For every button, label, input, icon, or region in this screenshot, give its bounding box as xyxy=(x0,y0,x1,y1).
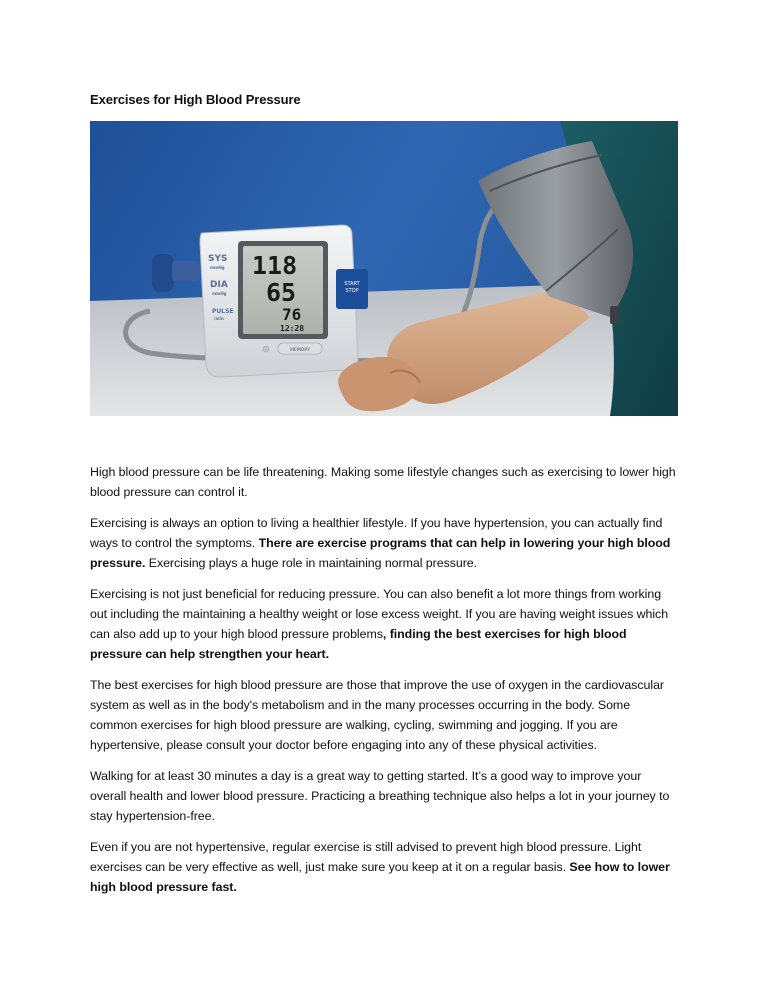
paragraph-2 xyxy=(90,513,680,573)
paragraph-3-text: Exercising is not just beneficial for reducing pressure. You can also benefit a lot more things from working out including the maintaining a healthy weight or lose excess weight. If you are having weight issues which can also add up to your high blood pressure problems xyxy=(90,587,669,641)
dia-reading: 65 xyxy=(266,278,297,307)
sys-unit: mmHg xyxy=(210,265,225,270)
document-title: Exercises for High Blood Pressure xyxy=(90,92,301,107)
paragraph-6 xyxy=(90,837,680,897)
paragraph-2-bold: There are exercise programs that can help in lowering your high blood pressure. xyxy=(90,536,671,570)
sys-label: SYS xyxy=(208,254,228,264)
paragraph-3 xyxy=(90,584,680,664)
memory-button-label: MEMORY xyxy=(290,348,310,353)
dia-label: DIA xyxy=(210,280,228,290)
pulse-unit: /min xyxy=(214,316,224,321)
paragraph-6-text: Even if you are not hypertensive, regular exercise is still advised to prevent high blood pressure. Light exercises can be very effective as well, just make sure you keep at it on a regular basis. xyxy=(90,840,642,874)
lower-blood-pressure-link[interactable]: See how to lower high blood pressure fast. xyxy=(90,860,670,894)
sys-reading: 118 xyxy=(252,251,298,280)
dia-unit: mmHg xyxy=(212,291,227,296)
paragraph-2-text: Exercising is always an option to living a healthier lifestyle. If you have hypertension, you can actually find ways to control the symptoms. xyxy=(90,516,663,550)
paragraph-5 xyxy=(90,766,680,826)
blood-pressure-monitor-photo xyxy=(90,121,678,416)
start-button-label: START xyxy=(344,281,360,287)
paragraph-2-text-end: Exercising plays a huge role in maintaining normal pressure. xyxy=(145,556,478,570)
paragraph-1-text: High blood pressure can be life threatening. Making some lifestyle changes such as exercising to lower high blood pressure can control it. xyxy=(90,465,676,499)
pulse-label: PULSE xyxy=(212,308,234,315)
paragraph-5-text: Walking for at least 30 minutes a day is a great way to getting started. It’s a good way to improve your overall health and lower blood pressure. Practicing a breathing technique also helps a lot in your journey to stay hypertension-free. xyxy=(90,769,670,823)
paragraph-4 xyxy=(90,675,680,755)
stop-button-label: STOP xyxy=(345,288,359,294)
article-body xyxy=(90,462,680,908)
paragraph-1 xyxy=(90,462,680,502)
paragraph-4-text: The best exercises for high blood pressure are those that improve the use of oxygen in the cardiovascular system as well as in the body's metabolism and in the many processes occurring in the body. Some common exercises for high blood pressure are walking, cycling, swimming and jogging. If you are hypertensive, please consult your doctor before engaging into any of these physical activities. xyxy=(90,678,664,752)
paragraph-3-bold: , finding the best exercises for high blood pressure can help strengthen your heart. xyxy=(90,627,627,661)
pulse-reading: 76 xyxy=(282,305,302,324)
time-reading: 12:28 xyxy=(280,324,305,333)
